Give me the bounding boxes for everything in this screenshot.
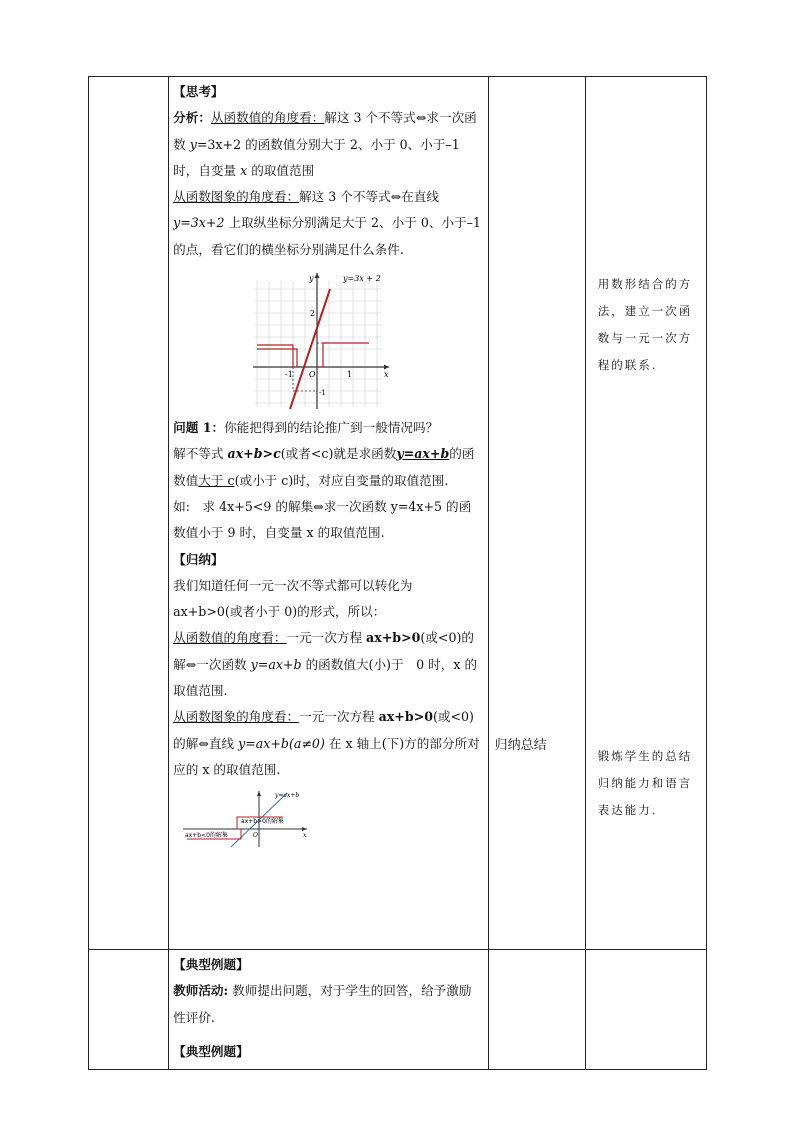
summary-intro: 我们知道任何一元一次不等式都可以转化为 ax+b>0(或者小于 0)的形式，所以： bbox=[173, 577, 413, 620]
analysis-func: y bbox=[189, 136, 197, 152]
y-axis-arrow bbox=[257, 791, 261, 796]
content-cell bbox=[169, 77, 489, 950]
summary-func-y: y=ax+b bbox=[250, 656, 302, 672]
table-row bbox=[89, 950, 707, 1070]
design-note-2: 锻炼学生的总结归纳能力和语言表达能力. bbox=[597, 749, 693, 817]
line-label: y=ax+b bbox=[275, 792, 300, 800]
graph-view-paragraph bbox=[173, 184, 484, 263]
summary-graph-y: y=ax+b(a≠0) bbox=[238, 735, 325, 751]
tick-neg1-y: -1 bbox=[319, 389, 326, 398]
summary-func-c: 的函数值大(小)于 0 时，x 的取值范围. bbox=[173, 656, 478, 699]
lesson-table bbox=[88, 76, 707, 1070]
summary-graph-b: (或<0)的解⇔直线 bbox=[173, 709, 474, 751]
q1-s1b: (或者<c)就是求函数 bbox=[280, 446, 397, 462]
summary-graph-c: 在 x 轴上(下)方的部分所对应的 x 的取值范围. bbox=[173, 735, 480, 777]
analysis-eq: =3x+2 bbox=[196, 136, 242, 152]
tick-1: 1 bbox=[347, 370, 353, 380]
func-value-view: 从函数值的角度看： bbox=[210, 110, 325, 126]
q1-s1c: 的函数值 bbox=[173, 446, 475, 488]
origin-label: O bbox=[309, 370, 316, 380]
origin-label: O bbox=[253, 832, 259, 840]
negative-label: ax+b<0的解集 bbox=[185, 832, 229, 840]
summary-graph-paragraph bbox=[173, 704, 484, 783]
summary-graph-ineq: ax+b>0 bbox=[378, 709, 433, 725]
line-label: y=3x + 2 bbox=[343, 274, 381, 284]
tick-2: 2 bbox=[310, 309, 316, 319]
analysis-paragraph bbox=[173, 105, 484, 184]
teacher-label: 教师活动: bbox=[173, 983, 229, 999]
summary-func-a: 一元一次方程 bbox=[286, 630, 367, 646]
q1-func: y=ax+b bbox=[396, 446, 450, 462]
question1-label: 问题 1： bbox=[173, 420, 225, 436]
question1-answer bbox=[173, 441, 484, 494]
example-heading-2: 【典型例题】 bbox=[173, 1043, 249, 1059]
q1-s1d: (或小于 c)时，对应自变量的取值范围. bbox=[234, 472, 449, 488]
general-solution-graph bbox=[183, 789, 313, 849]
analysis-text-c: 的取值范围 bbox=[247, 162, 315, 178]
analysis-label: 分析： bbox=[173, 110, 211, 126]
summary-graph-a: 一元一次方程 bbox=[299, 709, 379, 725]
design-cell bbox=[585, 950, 706, 1070]
activity-cell bbox=[488, 77, 585, 950]
summary-func-paragraph bbox=[173, 625, 484, 704]
graph-text-b: 上取纵坐标分别满足大于 2、小于 0、小于–1 的点，看它们的横坐标分别满足什么条件. bbox=[173, 215, 481, 257]
x-axis-arrow bbox=[302, 827, 307, 831]
teacher-text: 教师提出问题，对于学生的回答，给予激励性评价. bbox=[173, 983, 472, 1025]
question1-text: 你能把得到的结论推广到一般情况吗？ bbox=[224, 420, 439, 436]
q1-s1: 解不等式 bbox=[173, 446, 228, 462]
summary-graph-view: 从函数图象的角度看： bbox=[173, 709, 300, 725]
table-row bbox=[89, 77, 707, 950]
q1-ineq: ax+b>c bbox=[227, 446, 281, 462]
graph-line: y=3x+2 bbox=[173, 215, 225, 231]
stage-cell bbox=[89, 77, 169, 950]
activity-text: 归纳总结 bbox=[494, 738, 547, 753]
analysis-text-b: 的函数值分别大于 2、小于 0、小于–1 时，自变量 bbox=[173, 136, 460, 178]
question1-example: 如: 求 4x+5<9 的解集⇔求一次函数 y=4x+5 的函数值小于 9 时，自变量 x 的取值范围. bbox=[173, 498, 472, 541]
design-note-1: 用数形结合的方法，建立一次函数与一元一次方程的联系. bbox=[597, 277, 693, 372]
y-label: y bbox=[309, 274, 314, 284]
summary-heading: 【归纳】 bbox=[173, 551, 224, 567]
graph-text-a: 解这 3 个不等式⇔在直线 bbox=[299, 189, 439, 205]
x-label: x bbox=[384, 370, 389, 380]
activity-cell bbox=[488, 950, 585, 1070]
linear-function-graph bbox=[253, 269, 393, 411]
summary-func-b: (或<0)的解⇔一次函数 bbox=[173, 630, 474, 672]
summary-func-view: 从函数值的角度看： bbox=[173, 630, 287, 646]
graph-view-label: 从函数图象的角度看： bbox=[173, 189, 300, 205]
tick-neg1-x: -1 bbox=[285, 370, 293, 380]
example-heading: 【典型例题】 bbox=[173, 957, 249, 972]
question1-title bbox=[173, 415, 484, 441]
positive-label: ax+b>0的解集 bbox=[241, 818, 285, 826]
analysis-x: x bbox=[240, 162, 248, 178]
think-heading: 【思考】 bbox=[173, 84, 224, 99]
analysis-text-a: 解这 3 个不等式⇔求一次函数 bbox=[173, 110, 477, 152]
summary-func-ineq: ax+b>0 bbox=[366, 630, 421, 646]
design-cell bbox=[585, 77, 706, 950]
x-label: x bbox=[303, 832, 307, 840]
content-cell bbox=[169, 950, 489, 1070]
q1-gt: 大于 c bbox=[198, 472, 235, 488]
stage-cell bbox=[89, 950, 169, 1070]
teacher-activity bbox=[173, 978, 484, 1031]
